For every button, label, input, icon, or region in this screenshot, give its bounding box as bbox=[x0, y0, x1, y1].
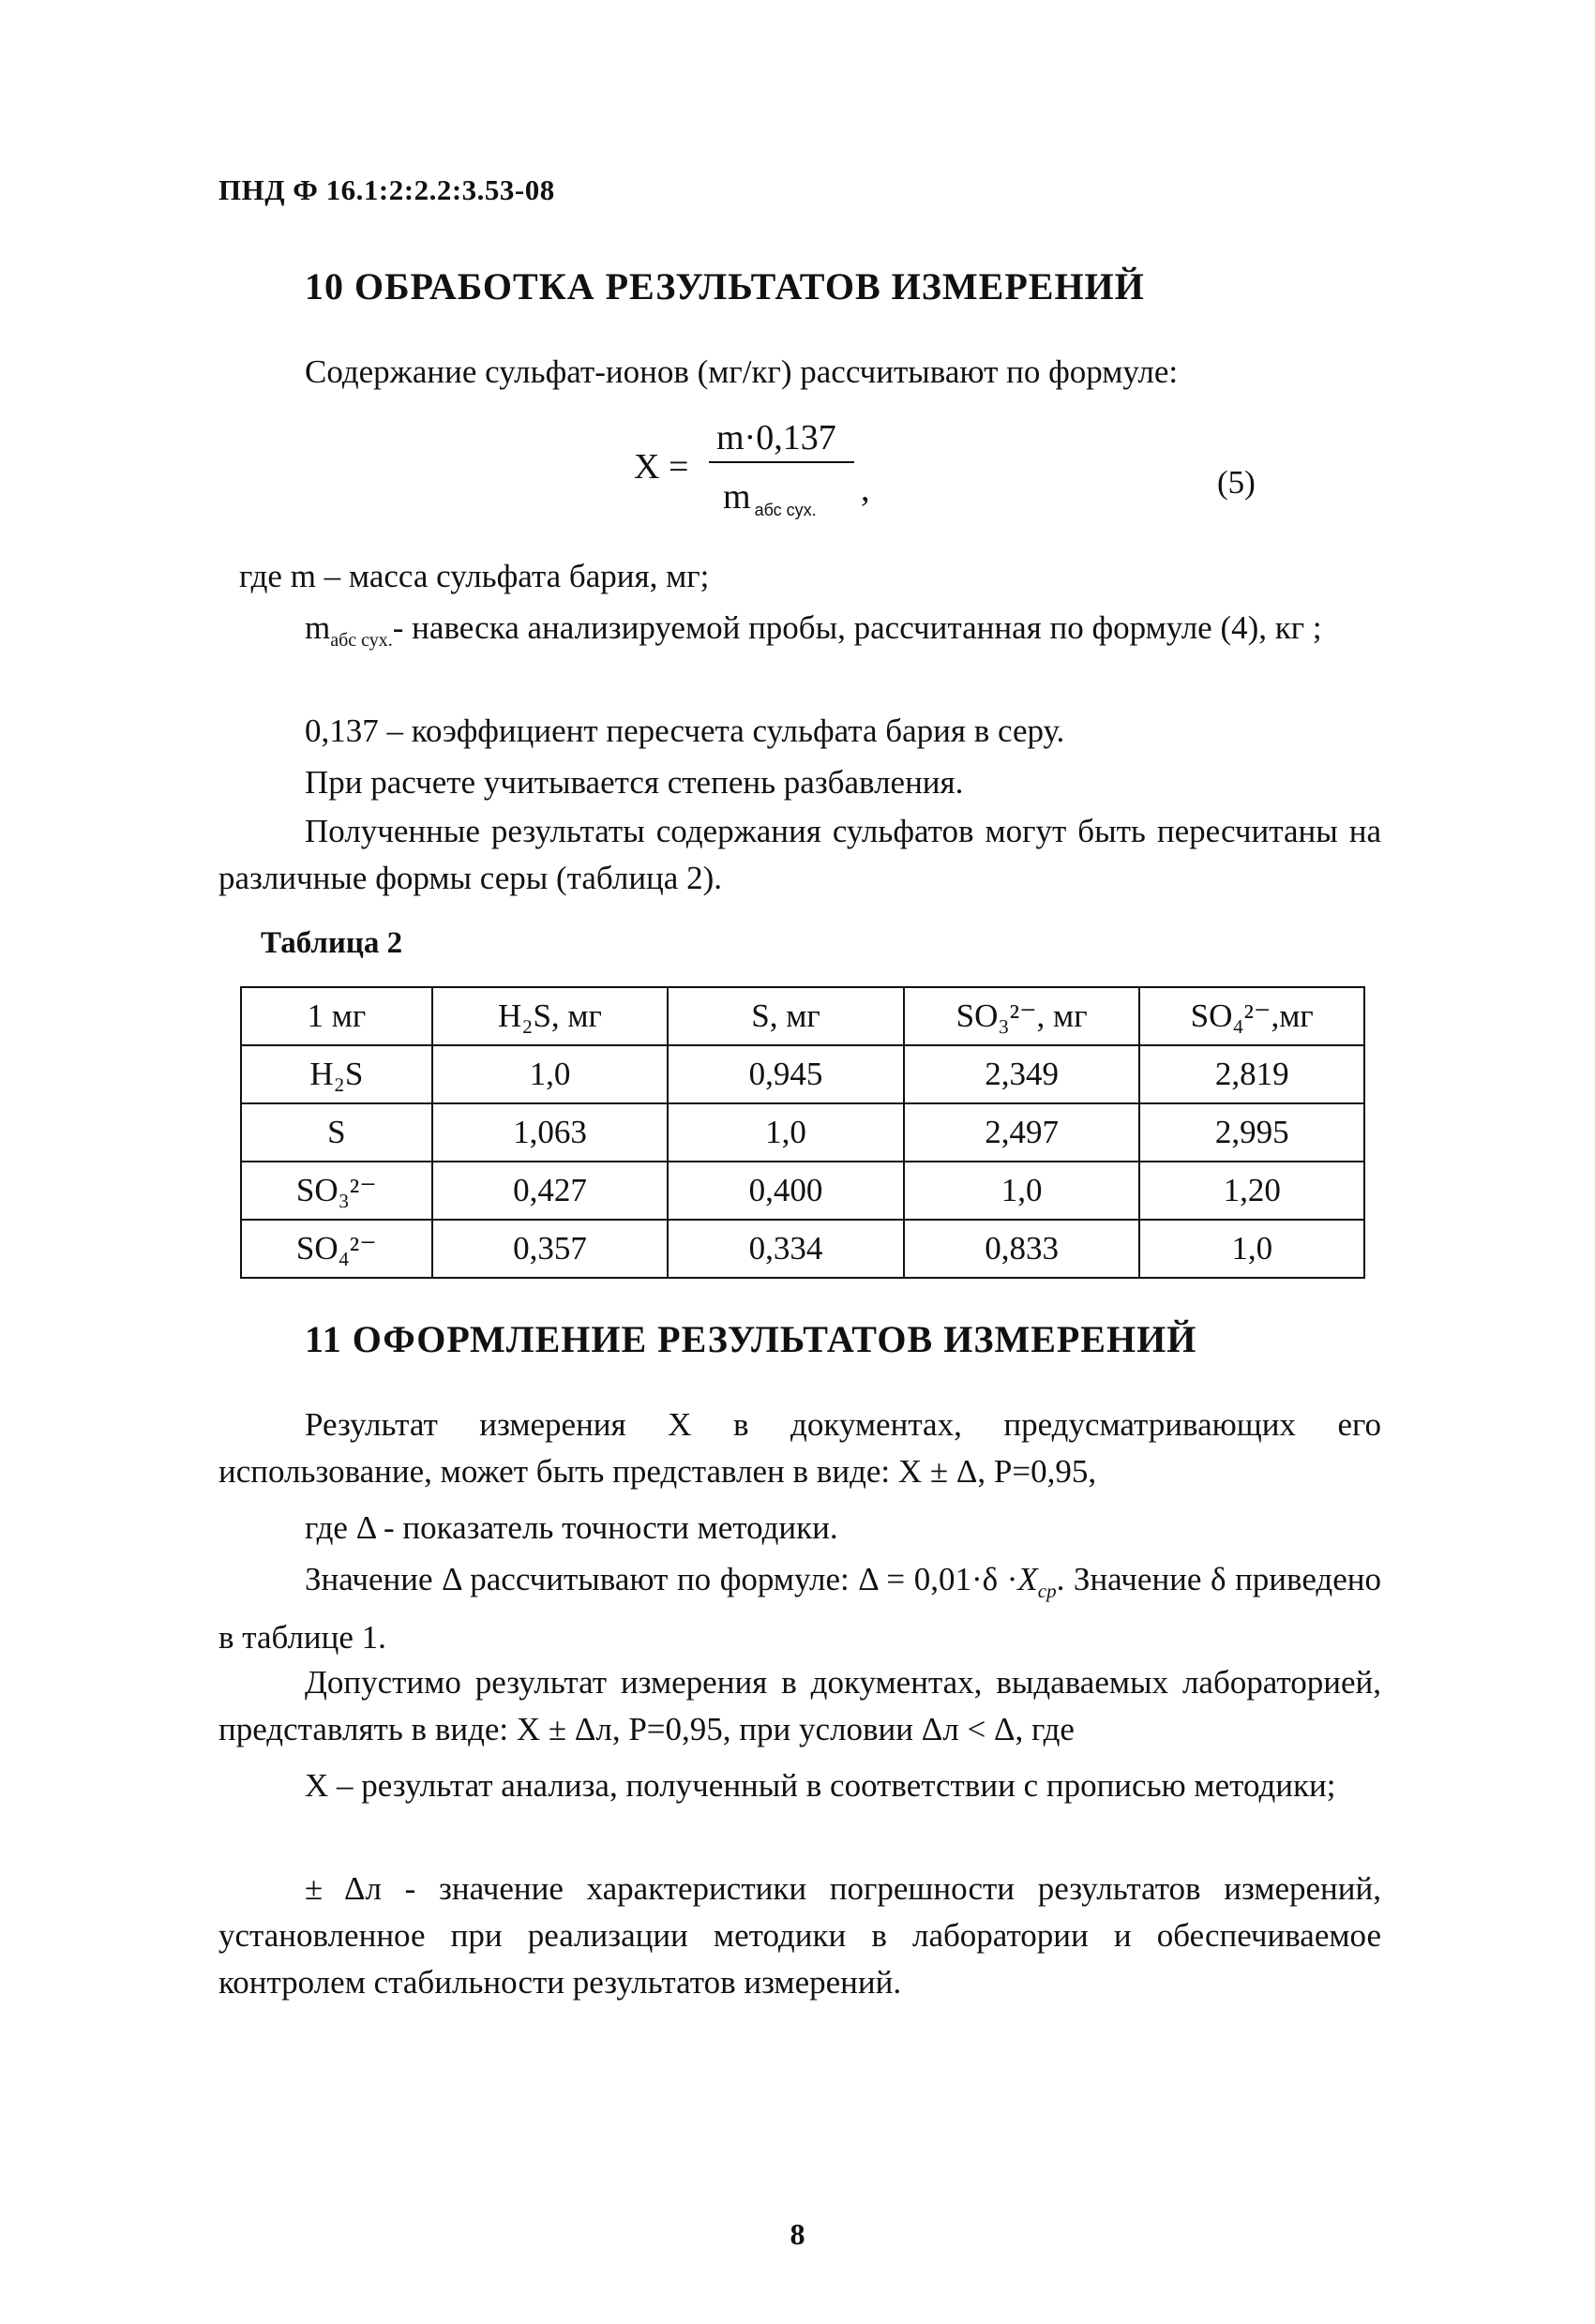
result-representation: Результат измерения X в документах, предусматривающих его использование, может быть представлен в виде: X ± Δ, P=0,95, bbox=[218, 1406, 1381, 1490]
where-m: где m – масса сульфата бария, мг; bbox=[239, 558, 710, 594]
table-header-corner: 1 мг bbox=[241, 987, 432, 1045]
table-row bbox=[241, 1162, 1364, 1220]
row-label: S bbox=[241, 1103, 432, 1162]
section-10-title: 10 ОБРАБОТКА РЕЗУЛЬТАТОВ ИЗМЕРЕНИЙ bbox=[305, 265, 1145, 307]
table-header-so4: SO₄²⁻,мг bbox=[1139, 987, 1364, 1045]
table-cell: 1,0 bbox=[432, 1045, 669, 1103]
table-cell: 0,427 bbox=[432, 1162, 669, 1220]
coef-definition: 0,137 – коэффициент пересчета сульфата бария в серу. bbox=[305, 712, 1065, 749]
row-label: SO₄²⁻ bbox=[241, 1220, 432, 1278]
mabs-definition: $m_{абс сух.}-$ навеска анализируемой пробы, рассчитанная по формуле (4), кг ; bbox=[305, 609, 1322, 651]
formula-5 bbox=[634, 412, 915, 544]
table-cell: 1,20 bbox=[1139, 1162, 1364, 1220]
page-number: 8 bbox=[790, 2217, 805, 2251]
section-11-title: 11 ОФОРМЛЕНИЕ РЕЗУЛЬТАТОВ ИЗМЕРЕНИЙ bbox=[305, 1318, 1197, 1360]
table-cell: 2,497 bbox=[904, 1103, 1140, 1162]
delta-definition: где Δ - показатель точности методики. bbox=[305, 1509, 838, 1546]
table-cell: 2,819 bbox=[1139, 1045, 1364, 1103]
table-row bbox=[241, 1103, 1364, 1162]
sulfur-conversion-table bbox=[240, 986, 1365, 1279]
table-cell: 0,945 bbox=[668, 1045, 904, 1103]
formula-denominator: m $_{абс сух.}$ bbox=[723, 477, 817, 519]
table-row bbox=[241, 1045, 1364, 1103]
table-cell: 2,349 bbox=[904, 1045, 1140, 1103]
table-cell: 0,357 bbox=[432, 1220, 669, 1278]
formula-number: (5) bbox=[1217, 464, 1256, 501]
table-header-row bbox=[241, 987, 1364, 1045]
formula-comma: , bbox=[861, 470, 870, 509]
delta-formula: Значение Δ рассчитывают по формуле: $\Delta = 0,01\cdot\delta \cdot X_{ср}$. Значение δ приведено в таблице 1. bbox=[218, 1561, 1381, 1656]
row-label: SO₃²⁻ bbox=[241, 1162, 432, 1220]
lab-result-note: Допустимо результат измерения в документах, выдаваемых лабораторией, представлять в виде: X ± Δл, P=0,95, при условии Δл < Δ, где bbox=[218, 1664, 1381, 1747]
fraction-bar bbox=[709, 461, 854, 463]
table-cell: 1,0 bbox=[904, 1162, 1140, 1220]
x-definition: X – результат анализа, полученный в соответствии с прописью методики; bbox=[305, 1767, 1336, 1804]
table-cell: 1,0 bbox=[668, 1103, 904, 1162]
table-cell: 1,063 bbox=[432, 1103, 669, 1162]
table-cell: 0,400 bbox=[668, 1162, 904, 1220]
table-cell: 1,0 bbox=[1139, 1220, 1364, 1278]
table-header-s: S, мг bbox=[668, 987, 904, 1045]
table-cell: 0,833 bbox=[904, 1220, 1140, 1278]
formula-lhs: X = bbox=[634, 447, 689, 487]
table-row bbox=[241, 1220, 1364, 1278]
table-caption: Таблица 2 bbox=[261, 926, 403, 960]
formula-numerator: m·0,137 bbox=[716, 418, 836, 457]
document-code: ПНД Ф 16.1:2:2.2:3.53-08 bbox=[218, 173, 555, 206]
table-cell: 2,995 bbox=[1139, 1103, 1364, 1162]
table-cell: 0,334 bbox=[668, 1220, 904, 1278]
delta-lab-definition: ± Δл - значение характеристики погрешности результатов измерений, установленное при реализации методики в лаборатории и обеспечиваемое контролем стабильности результатов измерений. bbox=[218, 1870, 1381, 2001]
row-label: H₂S bbox=[241, 1045, 432, 1103]
table-header-so3: SO₃²⁻, мг bbox=[904, 987, 1140, 1045]
formula-intro: Содержание сульфат-ионов (мг/кг) рассчитывают по формуле: bbox=[305, 353, 1179, 390]
recalc-note: Полученные результаты содержания сульфатов могут быть пересчитаны на различные формы серы (таблица 2). bbox=[218, 813, 1381, 896]
table-header-h2s: H₂S, мг bbox=[432, 987, 669, 1045]
dilution-note: При расчете учитывается степень разбавления. bbox=[305, 764, 964, 801]
